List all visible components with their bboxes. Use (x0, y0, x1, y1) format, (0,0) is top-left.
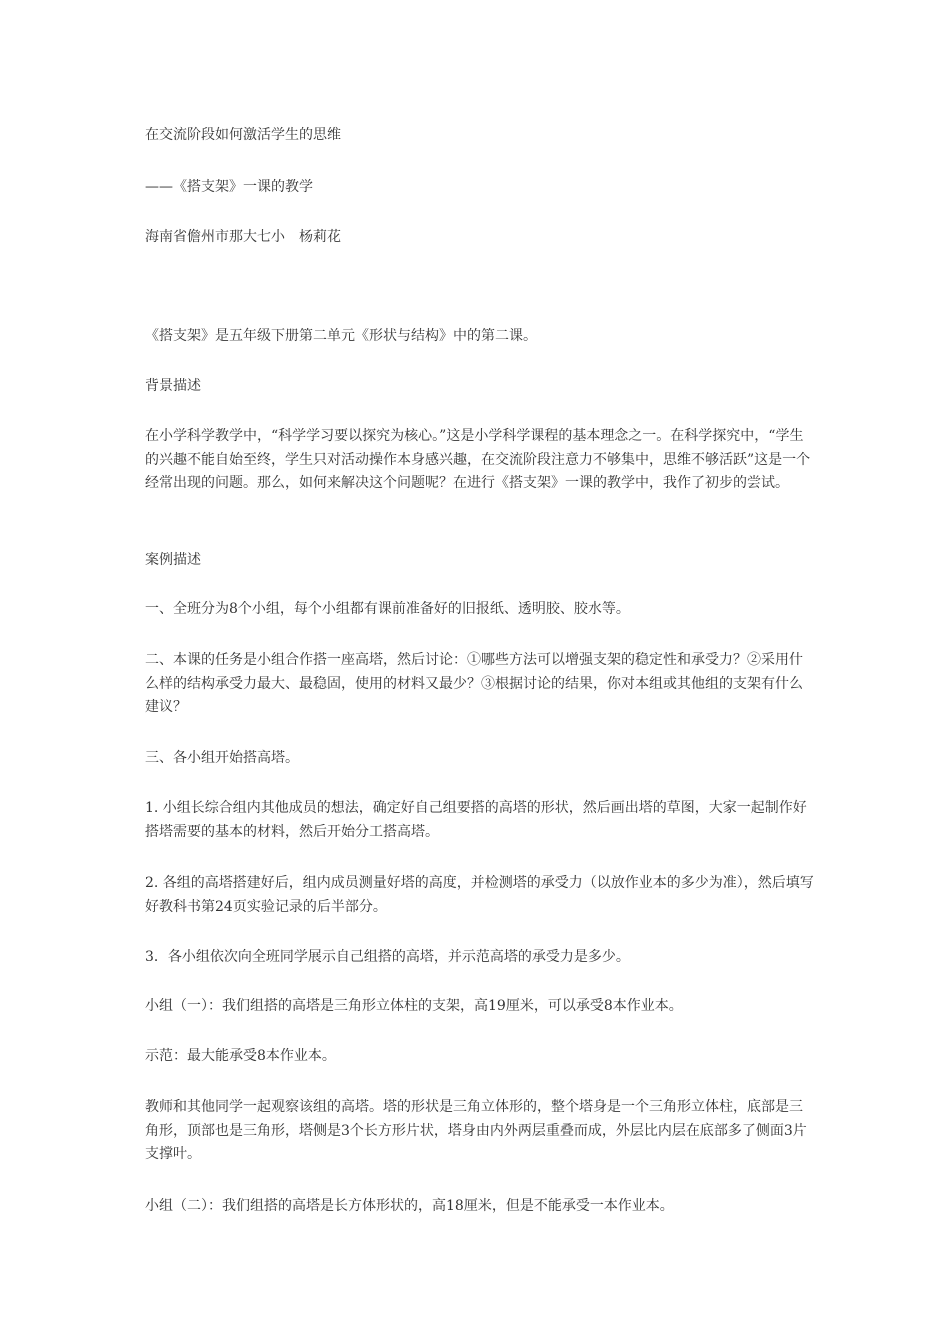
document-title: 在交流阶段如何激活学生的思维 (145, 127, 341, 143)
paragraph-group-1: 小组（一）：我们组搭的高塔是三角形立体柱的支架，高19厘米，可以承受8本作业本。 (145, 998, 683, 1014)
paragraph-substep-2: 2. 各组的高塔搭建好后，组内成员测量好塔的高度，并检测塔的承受力（以放作业本的多少为准），然后填写好教科书第24页实验记录的后半部分。 (145, 875, 814, 915)
paragraph-group-2: 小组（二）：我们组搭的高塔是长方体形状的，高18厘米，但是不能承受一本作业本。 (145, 1198, 674, 1214)
section-heading-background: 背景描述 (145, 378, 201, 394)
paragraph-step-1: 一、全班分为8个小组，每个小组都有课前准备好的旧报纸、透明胶、胶水等。 (145, 601, 630, 617)
paragraph-background: 在小学科学教学中，“科学学习要以探究为核心。”这是小学科学课程的基本理念之一。在科学探究中，“学生的兴趣不能自始至终，学生只对活动操作本身感兴趣，在交流阶段注意力不够集中，思维不够活跃”这是一个经常出现的问题。那么，如何来解决这个问题呢？在进行《搭支架》一课的教学中，我作了初步的尝试。 (145, 428, 811, 491)
document-subtitle: ——《搭支架》一课的教学 (145, 179, 313, 195)
section-heading-case: 案例描述 (145, 552, 201, 568)
paragraph-demo: 示范：最大能承受8本作业本。 (145, 1048, 336, 1064)
paragraph-step-3: 三、各小组开始搭高塔。 (145, 750, 299, 766)
paragraph-substep-1: 1. 小组长综合组内其他成员的想法，确定好自己组要搭的高塔的形状，然后画出塔的草图，大家一起制作好搭塔需要的基本的材料，然后开始分工搭高塔。 (145, 800, 807, 840)
paragraph-observation: 教师和其他同学一起观察该组的高塔。塔的形状是三角立体形的，整个塔身是一个三角形立体柱，底部是三角形，顶部也是三角形，塔侧是3个长方形片状，塔身由内外两层重叠而成，外层比内层在底部多了侧面3片支撑叶。 (145, 1099, 807, 1162)
paragraph-step-2: 二、本课的任务是小组合作搭一座高塔，然后讨论：①哪些方法可以增强支架的稳定性和承受力？②采用什么样的结构承受力最大、最稳固，使用的材料又最少？③根据讨论的结果，你对本组或其他组的支架有什么建议？ (145, 652, 803, 715)
paragraph-intro: 《搭支架》是五年级下册第二单元《形状与结构》中的第二课。 (145, 328, 537, 344)
paragraph-substep-3: 3．各小组依次向全班同学展示自己组搭的高塔，并示范高塔的承受力是多少。 (145, 949, 630, 965)
document-author: 海南省儋州市那大七小 杨莉花 (145, 229, 341, 245)
